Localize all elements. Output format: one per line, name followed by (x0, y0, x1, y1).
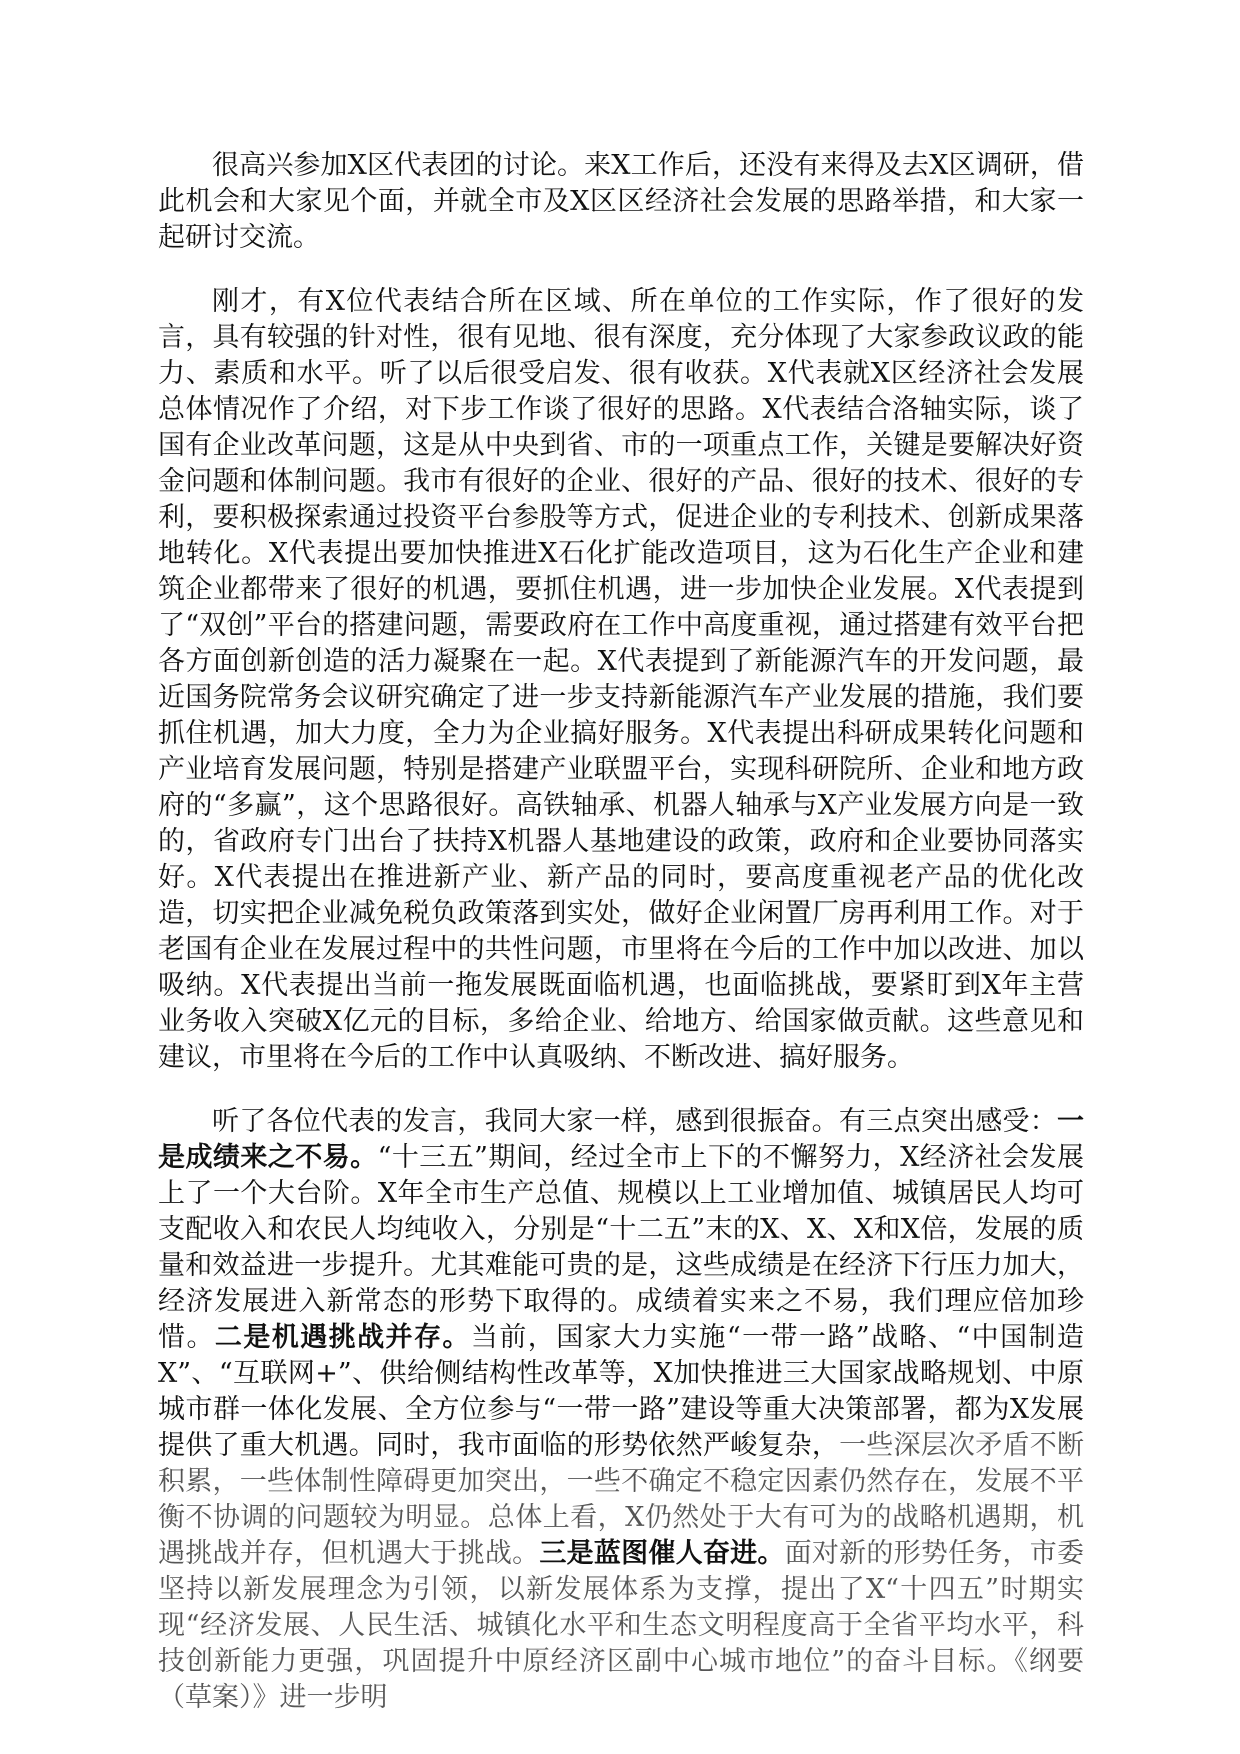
paragraph-opening (158, 148, 1084, 256)
paragraph-text-faded: 面对新的形势任务，市委坚持以新发展理念为引领，以新发展体系为支撑，提出了X“十四五”时期实现“经济发展、人民生活、城镇化水平和生态文明程度高于全省平均水平，科技创新能力更强，巩固提升中原经济区副中心城市地位”的奋斗目标。《纲要（草案）》进一步明 (158, 1538, 1085, 1713)
paragraph-three-impressions (158, 1104, 1084, 1716)
bold-heading-opportunities: 二是机遇挑战并存。 (214, 1322, 471, 1353)
paragraph-text: “十三五”期间，经过全市上下的不懈努力，X经济社会发展上了一个大台阶。X年全市生产总值、规模以上工业增加值、城镇居民人均可支配收入和农民人均纯收入，分别是“十二五”末的X、X、X和X倍，发展的质量和效益进一步提升。尤其难能可贵的是，这些成绩是在经济下行压力加大，经济发展进入新常态的形势下取得的。成绩着实来之不易，我们理应倍加珍惜。 (158, 1142, 1085, 1353)
paragraph-text: 很高兴参加X区代表团的讨论。来X工作后，还没有来得及去X区调研，借此机会和大家见个面，并就全市及X区区经济社会发展的思路举措，和大家一起研讨交流。 (158, 150, 1084, 253)
bold-heading-achievements: 一是成绩来之不易。 (158, 1106, 1084, 1173)
paragraph-text: 刚才，有X位代表结合所在区域、所在单位的工作实际，作了很好的发言，具有较强的针对性，很有见地、很有深度，充分体现了大家参政议政的能力、素质和水平。听了以后很受启发、很有收获。X代表就X区经济社会发展总体情况作了介绍，对下步工作谈了很好的思路。X代表结合洛轴实际，谈了国有企业改革问题，这是从中央到省、市的一项重点工作，关键是要解决好资金问题和体制问题。我市有很好的企业、很好的产品、很好的技术、很好的专利，要积极探索通过投资平台参股等方式，促进企业的专利技术、创新成果落地转化。X代表提出要加快推进X石化扩能改造项目，这为石化生产企业和建筑企业都带来了很好的机遇，要抓住机遇，进一步加快企业发展。X代表提到了“双创”平台的搭建问题，需要政府在工作中高度重视，通过搭建有效平台把各方面创新创造的活力凝聚在一起。X代表提到了新能源汽车的开发问题，最近国务院常务会议研究确定了进一步支持新能源汽车产业发展的措施，我们要抓住机遇，加大力度，全力为企业搞好服务。X代表提出科研成果转化问题和产业培育发展问题，特别是搭建产业联盟平台，实现科研院所、企业和地方政府的“多赢”，这个思路很好。高铁轴承、机器人轴承与X产业发展方向是一致的，省政府专门出台了扶持X机器人基地建设的政策，政府和企业要协同落实好。X代表提出在推进新产业、新产品的同时，要高度重视老产品的优化改造，切实把企业减免税负政策落到实处，做好企业闲置厂房再利用工作。对于老国有企业在发展过程中的共性问题，市里将在今后的工作中加以改进、加以吸纳。X代表提出当前一拖发展既面临机遇，也面临挑战，要紧盯到X年主营业务收入突破X亿元的目标，多给企业、给地方、给国家做贡献。这些意见和建议，市里将在今后的工作中认真吸纳、不断改进、搞好服务。 (158, 286, 1084, 1073)
bold-heading-blueprint: 三是蓝图催人奋进。 (539, 1538, 785, 1569)
document-body (158, 148, 1084, 1716)
paragraph-delegate-remarks (158, 284, 1084, 1076)
paragraph-text-faded: 一些深层次矛盾不断积累，一些体制性障碍更加突出，一些不确定不稳定因素仍然存在，发展不平衡不协调的问题较为明显。总体上看，X仍然处于大有可为的战略机遇期，机遇挑战并存，但机遇大于挑战。 (158, 1430, 1085, 1569)
paragraph-text: 当前，国家大力实施“一带一路”战略、“中国制造X”、“互联网+”、供给侧结构性改革等，X加快推进三大国家战略规划、中原城市群一体化发展、全方位参与“一带一路”建设等重大决策部署，都为X发展提供了重大机遇。同时，我市面临的形势依然严峻复杂， (158, 1322, 1085, 1461)
paragraph-text: 听了各位代表的发言，我同大家一样，感到很振奋。有三点突出感受： (212, 1106, 1057, 1137)
